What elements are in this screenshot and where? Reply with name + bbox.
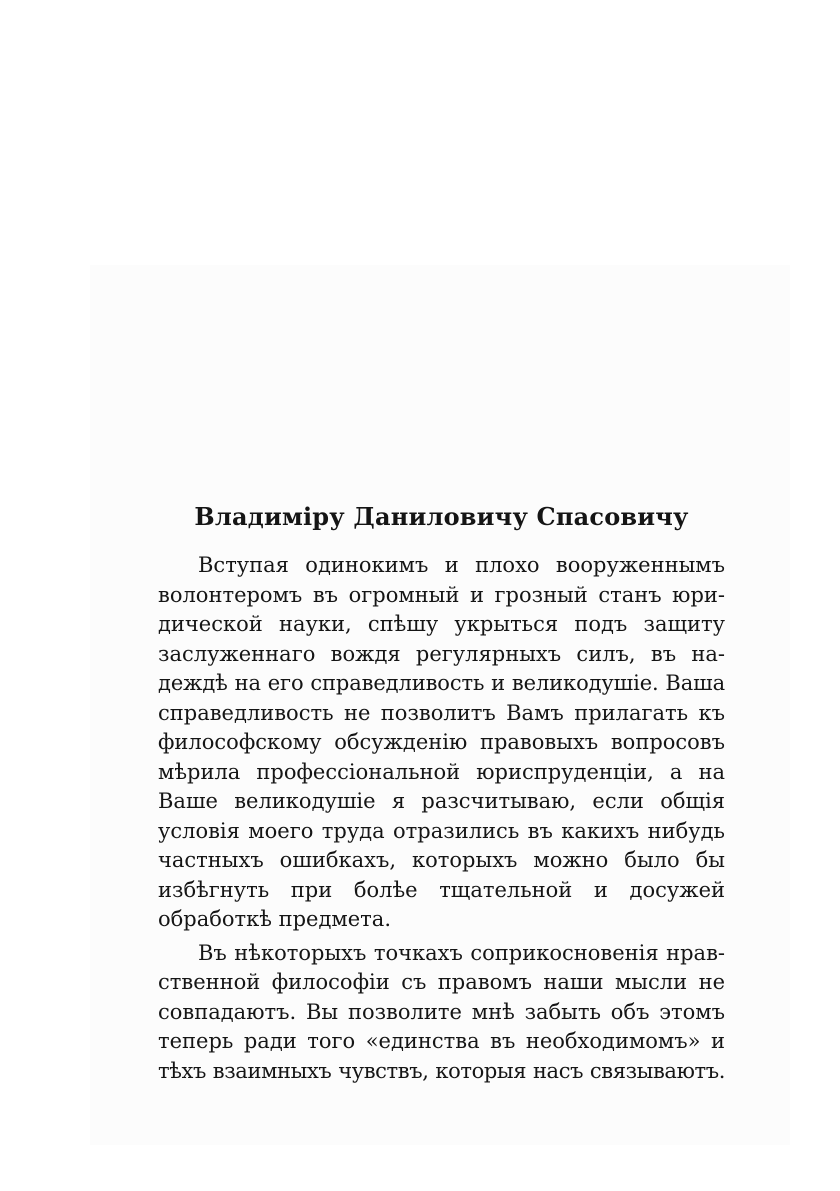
text-line: Ваше великодушіе я разсчитываю, если общія [158,789,725,813]
dedication-paragraph-2 [158,939,725,1087]
text-line: тѣхъ взаимныхъ чувствъ, которыя насъ связываютъ. [158,1058,725,1083]
text-line: деждѣ на его справедливость и великодушіе. Ваша [158,671,725,695]
dedication-block [158,497,725,1086]
dedication-title: Владиміру Даниловичу Спасовичу [194,502,689,531]
text-line: дической науки, спѣшу укрыться подъ защиту [158,612,725,636]
text-line: частныхъ ошибкахъ, которыхъ можно было бы [158,848,725,872]
text-line: мѣрила профессіональной юриспруденціи, а на [158,759,725,784]
text-line: ственной философіи съ правомъ наши мысли не [158,970,725,994]
text-line: теперь ради того «единства въ необходимомъ» и [158,1029,725,1053]
text-line: волонтеромъ въ огромный и грозный станъ юри- [158,582,725,607]
dedication-paragraph-1 [158,551,725,935]
text-line: справедливость не позволитъ Вамъ прилагать къ [158,700,725,725]
text-line: избѣгнуть при болѣе тщательной и досужей [158,877,725,902]
text-line: совпадаютъ. Вы позволите мнѣ забыть объ этомъ [158,999,725,1024]
text-line: Въ нѣкоторыхъ точкахъ соприкосновенія нрав- [198,940,725,965]
text-line: условія моего труда отразились въ какихъ нибудь [158,818,725,843]
text-line: обработкѣ предмета. [158,907,391,931]
text-line: Вступая одинокимъ и плохо вооруженнымъ [198,553,725,577]
text-line: заслуженнаго вождя регулярныхъ силъ, въ на- [158,641,725,666]
text-line: философскому обсужденію правовыхъ вопросовъ [158,730,725,754]
